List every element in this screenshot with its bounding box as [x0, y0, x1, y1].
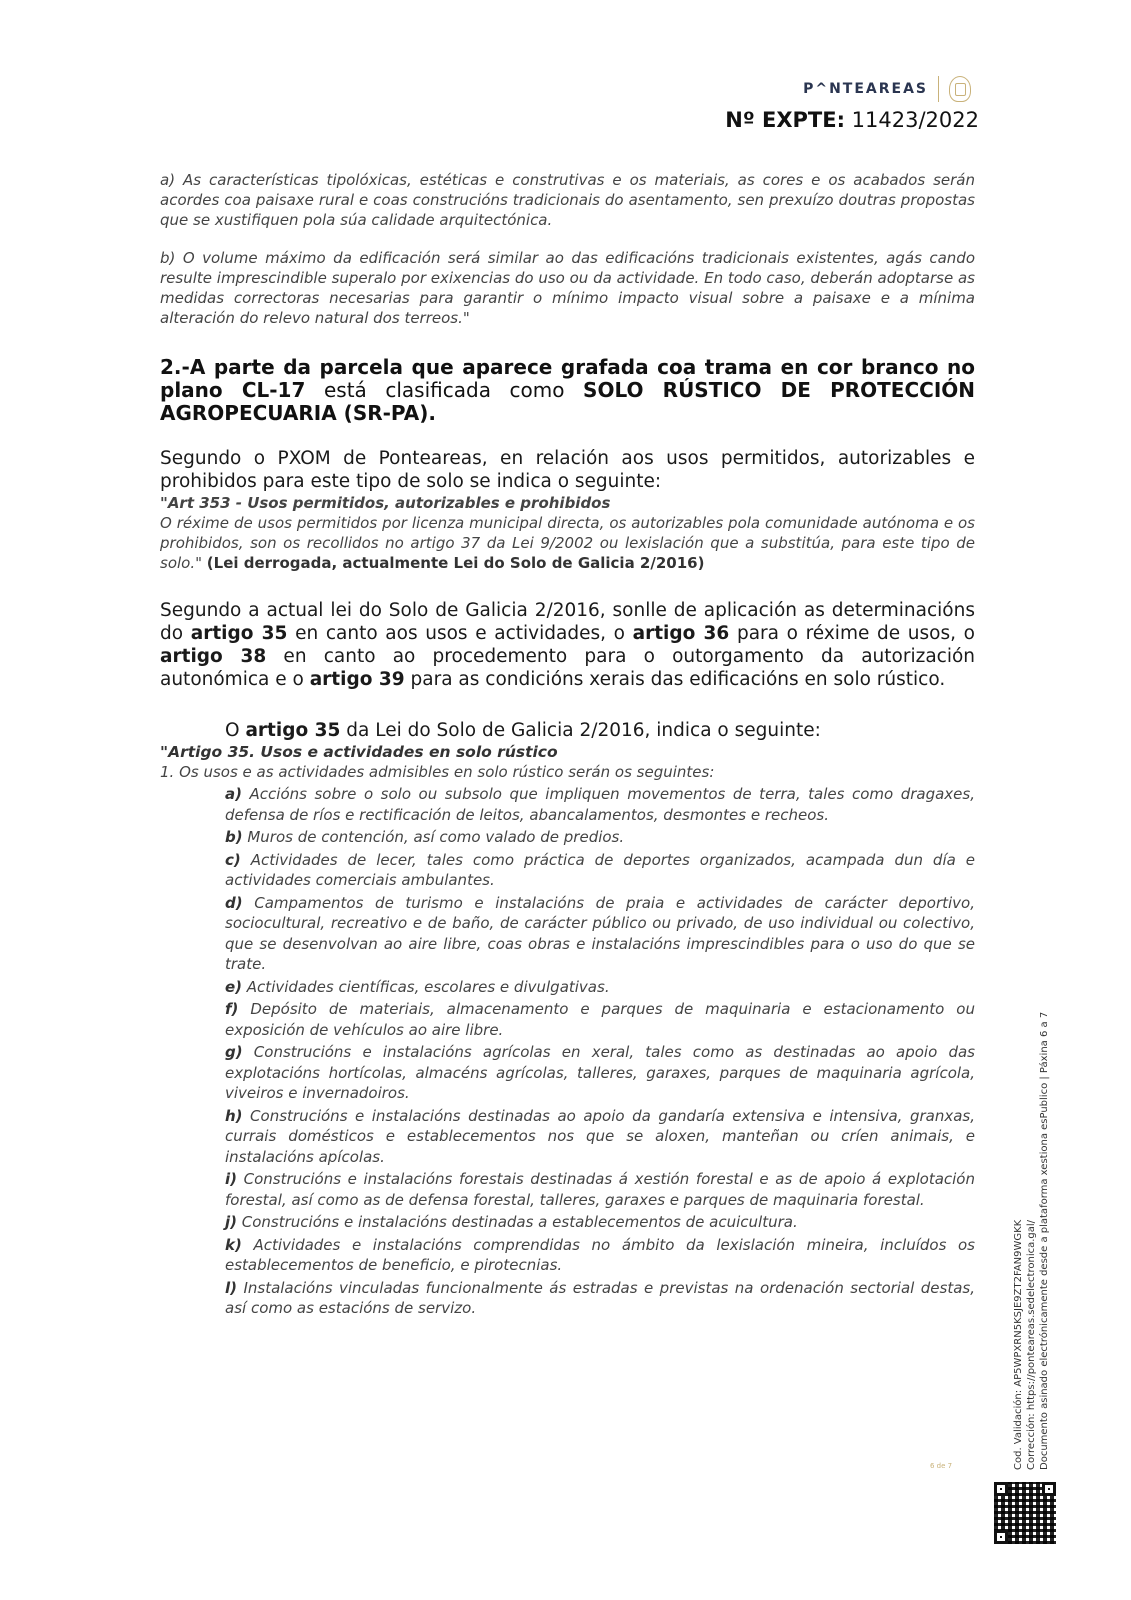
list-item-letter: c)	[225, 850, 241, 869]
crest-icon	[949, 76, 971, 102]
qr-finder-icon	[994, 1530, 1008, 1544]
list-item	[225, 1169, 975, 1210]
list-item	[225, 1278, 975, 1319]
list-item-text: Construcións e instalacións destinadas ao apoio da gandaría extensiva e intensiva, granxas, currais domésticos e establecementos nos que se aloxen, manteñan ou críen animais, e instalacións apícolas.	[225, 1106, 975, 1166]
artigo-35-list-intro: 1. Os usos e as actividades admisibles en solo rústico serán os seguintes:	[160, 763, 715, 781]
artigo-35-title: "Artigo 35. Usos e actividades en solo rústico	[160, 743, 558, 761]
list-item-text: Accións sobre o solo ou subsolo que impliquen movementos de terra, tales como dragaxes, defensa de ríos e rectificación de leitos, abancalamentos, desmontes e recheos.	[225, 785, 975, 824]
list-item-text: Depósito de materiais, almacenamento e parques de maquinaria e estacionamento ou exposición de vehículos ao aire libre.	[225, 1000, 975, 1039]
lei-bold-artigo-38: artigo 38	[160, 646, 267, 667]
lei-bold-artigo-39: artigo 39	[309, 669, 405, 690]
lei-text-1: Segundo a actual lei do Solo de Galicia 2/2016, sonlle de aplicación as determinacións do	[160, 600, 975, 644]
list-item-letter: l)	[225, 1278, 237, 1297]
lei-text-3: para o réxime de usos, o	[729, 623, 975, 644]
list-item-text: Instalacións vinculadas funcionalmente ás estradas e previstas na ordenación sectorial destas, así como as estacións de servizo.	[225, 1278, 975, 1317]
list-item-letter: j)	[225, 1213, 237, 1231]
logo-divider	[938, 76, 939, 102]
document-body	[160, 170, 975, 1319]
section-2-heading	[160, 356, 975, 425]
validation-signature-note: Documento asinado electrónicamente desde a plataforma xestiona esPublico | Páxina 6 a 7	[1039, 1011, 1050, 1470]
expte-label: Nº EXPTE:	[725, 108, 845, 132]
list-item-letter: a)	[225, 785, 242, 803]
lei-paragraph	[160, 599, 975, 691]
validation-sidebar	[1012, 1010, 1051, 1470]
page-number: 6 de 7	[930, 1462, 953, 1470]
section-2-bold-b: SOLO RÚSTICO DE PROTECCIÓN AGROPECUARIA (SR-PA).	[160, 378, 975, 425]
list-item-text: Construcións e instalacións forestais destinadas á xestión forestal e as de apoio á explotación forestal, así como as de defensa forestal, talleres, garaxes e parques de maquinaria forestal.	[225, 1170, 975, 1209]
list-item-text: Actividades de lecer, tales como práctica de deportes organizados, acampada dun día e actividades comerciais ambulantes.	[225, 850, 975, 889]
expte-number	[725, 108, 979, 132]
intro-item-a: a) As características tipolóxicas, estéticas e construtivas e os materiais, as cores e os acabados serán acordes coa paisaxe rural e coas construcións tradicionais do asentamento, sen prexuízo doutras propostas que se xustifiquen pola súa calidade arquitectónica.	[160, 171, 975, 229]
list-item-letter: h)	[225, 1106, 243, 1125]
list-item	[225, 977, 975, 998]
art353-reference: (Lei derrogada, actualmente Lei do Solo de Galicia 2/2016)	[206, 554, 705, 572]
qr-finder-icon	[994, 1482, 1008, 1496]
section-2-mid: está clasificada como	[305, 378, 584, 402]
header-logo	[803, 76, 1051, 102]
list-item	[225, 850, 975, 891]
validation-code: Cod. Validación: AP5WPXRN5KSJE9ZT2FAN9WGKK	[1013, 1219, 1024, 1470]
art353-body	[160, 513, 975, 573]
list-item-letter: i)	[225, 1170, 237, 1188]
artigo-35-line-pre: O	[225, 720, 246, 741]
art353-text: O réxime de usos permitidos por licenza municipal directa, os autorizables pola comunidade autónoma e os prohibidos, son os recollidos no artigo 37 da Lei 9/2002 ou lexislación que a substitúa, para este tipo de solo."	[160, 514, 975, 572]
list-item	[225, 893, 975, 975]
artigo-35-line-bold: artigo 35	[245, 720, 341, 741]
list-item-text: Actividades científicas, escolares e divulgativas.	[242, 977, 610, 996]
logo-text: P^NTEAREAS	[803, 81, 928, 97]
list-item-letter: f)	[225, 1000, 239, 1018]
list-item-letter: b)	[225, 828, 243, 846]
list-item	[225, 1042, 975, 1104]
qr-finder-icon	[1042, 1482, 1056, 1496]
lei-text-5: para as condicións xerais das edificacións en solo rústico.	[404, 669, 946, 690]
list-item-letter: g)	[225, 1043, 243, 1061]
list-item	[225, 1212, 975, 1233]
list-item	[225, 784, 975, 825]
list-item-text: Construcións e instalacións agrícolas en xeral, tales como as destinadas ao apoio das explotacións hortícolas, almacéns agrícolas, talleres, garaxes, parques de maquinaria agrícola, viveiros e invernadoiros.	[225, 1043, 975, 1102]
list-item	[225, 1106, 975, 1168]
art353-title: "Art 353 - Usos permitidos, autorizables e prohibidos	[160, 494, 611, 512]
section-2-bold-a: 2.-A parte da parcela que aparece grafada coa trama en cor branco no plano CL-17	[160, 355, 975, 402]
list-item-letter: d)	[225, 893, 243, 912]
artigo-35-list	[160, 784, 975, 1319]
expte-value: 11423/2022	[851, 108, 979, 132]
list-item-letter: e)	[225, 977, 243, 996]
intro-item-b: b) O volume máximo da edificación será similar ao das edificacións tradicionais existentes, agás cando resulte imprescindible superalo por exixencias do uso ou da actividade. En todo caso, deberán adoptarse as medidas correctoras necesarias para garantir o mínimo impacto visual sobre a paisaxe e a mínima alteración do relevo natural dos terreos."	[160, 249, 975, 327]
list-item-letter: k)	[225, 1235, 242, 1254]
list-item-text: Campamentos de turismo e instalacións de praia e actividades de carácter deportivo, sociocultural, recreativo e de baño, de carácter público ou privado, de uso individual ou colectivo, que se desenvolvan ao aire libre, coas obras e instalacións imprescindibles para o uso do que se trate.	[225, 893, 975, 973]
lei-bold-artigo-35: artigo 35	[190, 623, 288, 644]
list-item-text: Actividades e instalacións comprendidas no ámbito da lexislación mineira, incluídos os establecementos de beneficio, e pirotecnias.	[225, 1235, 975, 1274]
list-item	[225, 999, 975, 1040]
lei-bold-artigo-36: artigo 36	[632, 623, 730, 644]
list-item-text: Muros de contención, así como valado de predios.	[242, 828, 625, 846]
qr-code-icon	[994, 1482, 1056, 1544]
list-item-text: Construcións e instalacións destinadas a establecementos de acuicultura.	[237, 1213, 798, 1231]
pxom-paragraph: Segundo o PXOM de Ponteareas, en relación aos usos permitidos, autorizables e prohibidos para este tipo de solo se indica o seguinte:	[160, 448, 975, 492]
lei-text-2: en canto aos usos e actividades, o	[287, 623, 633, 644]
lei-text-4: en canto ao procedemento para o outorgamento da autorización autonómica e o	[160, 646, 976, 690]
validation-url[interactable]: Corrección: https://ponteareas.sedelectronica.gal/	[1026, 1219, 1037, 1470]
list-item	[225, 827, 975, 848]
artigo-35-line-post: da Lei do Solo de Galicia 2/2016, indica o seguinte:	[340, 720, 821, 741]
list-item	[225, 1235, 975, 1276]
artigo-35-intro-line	[160, 719, 975, 742]
